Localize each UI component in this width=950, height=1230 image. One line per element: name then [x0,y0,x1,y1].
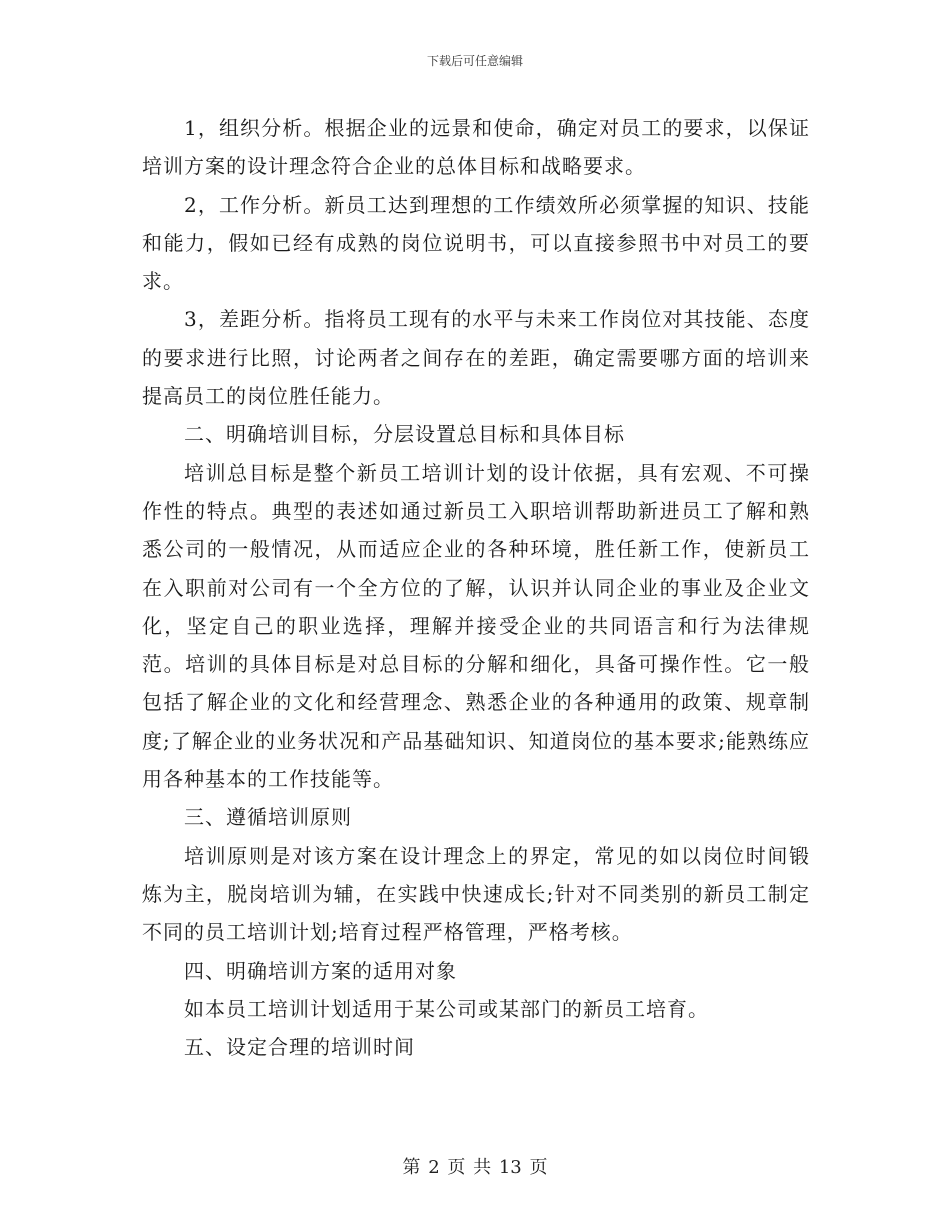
section-heading-training-goals: 二、明确培训目标，分层设置总目标和具体目标 [184,422,625,447]
section-heading-training-time: 五、设定合理的培训时间 [184,1035,415,1060]
paragraph-target-audience: 如本员工培训计划适用于某公司或某部门的新员工培育。 [184,996,709,1021]
paragraph-gap-analysis: 3，差距分析。指将员工现有的水平与未来工作岗位对其技能、态度的要求进行比照，讨论两者之间存在的差距，确定需要哪方面的培训来提高员工的岗位胜任能力。 [142,307,810,409]
page-header: 下载后可任意编辑 [426,54,523,68]
paragraph-work-analysis: 2，工作分析。新员工达到理想的工作绩效所必须掌握的知识、技能和能力，假如已经有成熟的岗位说明书，可以直接参照书中对员工的要求。 [142,192,810,294]
section-heading-training-principles: 三、遵循培训原则 [184,805,352,830]
paragraph-training-principles: 培训原则是对该方案在设计理念上的界定，常见的如以岗位时间锻炼为主，脱岗培训为辅，在实践中快速成长;针对不同类别的新员工制定不同的员工培训计划;培育过程严格管理，严格考核。 [142,843,810,945]
paragraph-training-goals: 培训总目标是整个新员工培训计划的设计依据，具有宏观、不可操作性的特点。典型的表述如通过新员工入职培训帮助新进员工了解和熟悉公司的一般情况，从而适应企业的各种环境，胜任新工作，使新员工在入职前对公司有一个全方位的了解，认识并认同企业的事业及企业文化，坚定自己的职业选择，理解并接受企业的共同语言和行为法律规范。培训的具体目标是对总目标的分解和细化，具备可操作性。它一般包括了解企业的文化和经营理念、熟悉企业的各种通用的政策、规章制度;了解企业的业务状况和产品基础知识、知道岗位的基本要求;能熟练应用各种基本的工作技能等。 [142,460,810,792]
document-body [142,109,810,1066]
section-heading-target-audience: 四、明确培训方案的适用对象 [184,958,457,983]
paragraph-organization-analysis: 1，组织分析。根据企业的远景和使命，确定对员工的要求，以保证培训方案的设计理念符合企业的总体目标和战略要求。 [142,116,810,179]
page-number-footer: 第 2 页 共 13 页 [402,1157,548,1178]
